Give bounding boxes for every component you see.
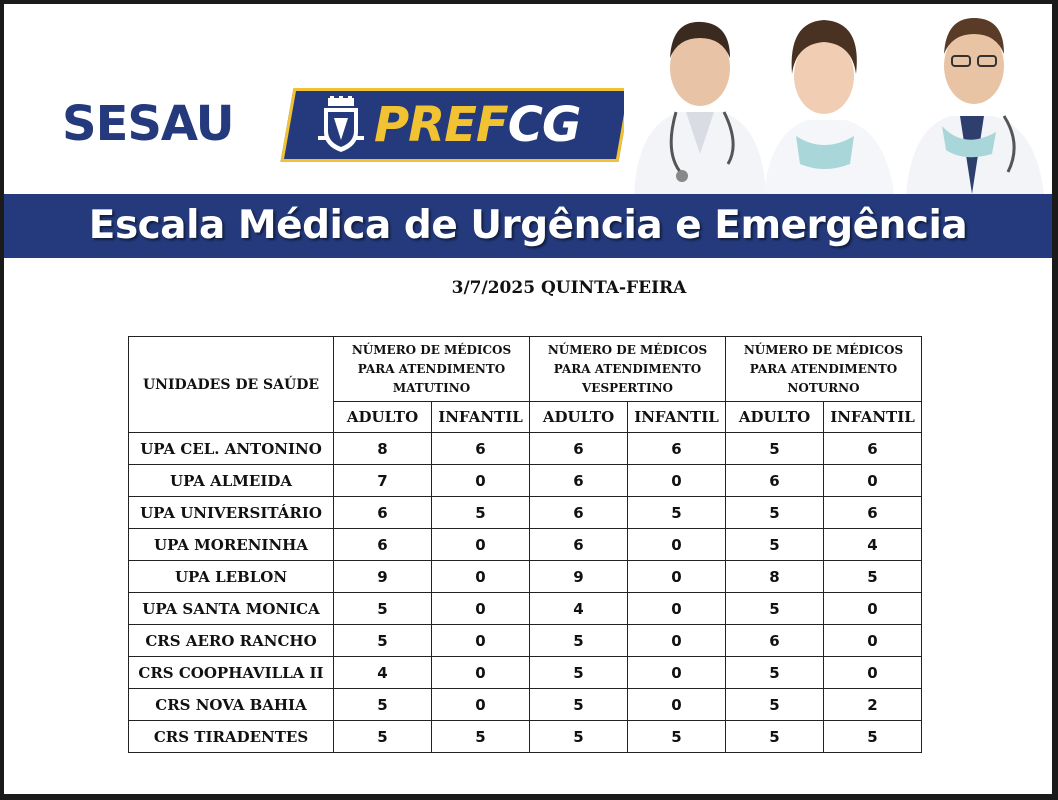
table-row bbox=[129, 497, 922, 529]
doctor-count: 6 bbox=[530, 465, 628, 497]
column-header-adult: ADULTO bbox=[334, 402, 432, 433]
doctor-count: 5 bbox=[334, 721, 432, 753]
doctor-count: 0 bbox=[824, 625, 922, 657]
doctor-count: 0 bbox=[628, 465, 726, 497]
doctor-count: 6 bbox=[334, 497, 432, 529]
doctor-count: 6 bbox=[726, 625, 824, 657]
unit-name: CRS AERO RANCHO bbox=[129, 625, 334, 657]
doctor-count: 5 bbox=[530, 689, 628, 721]
doctor-count: 0 bbox=[824, 465, 922, 497]
table-row bbox=[129, 465, 922, 497]
doctor-count: 0 bbox=[432, 561, 530, 593]
column-header-child: INFANTIL bbox=[432, 402, 530, 433]
doctor-count: 4 bbox=[530, 593, 628, 625]
prefcg-logo-text bbox=[374, 96, 580, 154]
doctor-count: 5 bbox=[726, 529, 824, 561]
unit-name: UPA MORENINHA bbox=[129, 529, 334, 561]
doctor-count: 6 bbox=[824, 433, 922, 465]
column-header-child: INFANTIL bbox=[824, 402, 922, 433]
doctor-count: 6 bbox=[530, 497, 628, 529]
doctor-count: 0 bbox=[628, 657, 726, 689]
page-title: Escala Médica de Urgência e Emergência bbox=[88, 203, 968, 248]
doctor-count: 5 bbox=[726, 657, 824, 689]
doctor-count: 6 bbox=[530, 433, 628, 465]
table-row bbox=[129, 561, 922, 593]
doctor-count: 0 bbox=[628, 529, 726, 561]
doctor-count: 5 bbox=[628, 721, 726, 753]
doctor-count: 5 bbox=[432, 497, 530, 529]
table-row bbox=[129, 433, 922, 465]
doctor-count: 5 bbox=[726, 689, 824, 721]
doctor-count: 5 bbox=[628, 497, 726, 529]
doctor-count: 4 bbox=[824, 529, 922, 561]
prefcg-logo-suffix: CG bbox=[507, 97, 581, 153]
night-group-header: NÚMERO DE MÉDICOS PARA ATENDIMENTO NOTURNO bbox=[726, 337, 922, 402]
doctor-count: 5 bbox=[334, 625, 432, 657]
doctor-count: 8 bbox=[726, 561, 824, 593]
doctor-count: 0 bbox=[432, 593, 530, 625]
unit-name: CRS COOPHAVILLA II bbox=[129, 657, 334, 689]
doctor-count: 6 bbox=[726, 465, 824, 497]
doctor-count: 0 bbox=[432, 625, 530, 657]
morning-group-header: NÚMERO DE MÉDICOS PARA ATENDIMENTO MATUTINO bbox=[334, 337, 530, 402]
poster bbox=[4, 4, 1052, 794]
doctor-count: 6 bbox=[628, 433, 726, 465]
doctor-count: 0 bbox=[628, 625, 726, 657]
doctor-count: 0 bbox=[628, 593, 726, 625]
table-row bbox=[129, 721, 922, 753]
doctor-count: 2 bbox=[824, 689, 922, 721]
date-label: 3/7/2025 QUINTA-FEIRA bbox=[451, 278, 687, 298]
doctor-count: 5 bbox=[824, 561, 922, 593]
doctor-count: 5 bbox=[726, 593, 824, 625]
units-column-header: UNIDADES DE SAÚDE bbox=[129, 337, 334, 433]
column-header-child: INFANTIL bbox=[628, 402, 726, 433]
column-header-adult: ADULTO bbox=[726, 402, 824, 433]
doctor-count: 5 bbox=[530, 625, 628, 657]
doctor-count: 0 bbox=[628, 689, 726, 721]
doctor-count: 5 bbox=[530, 721, 628, 753]
prefcg-logo-prefix: PREF bbox=[374, 97, 508, 153]
doctor-count: 0 bbox=[628, 561, 726, 593]
unit-name: CRS TIRADENTES bbox=[129, 721, 334, 753]
doctor-count: 0 bbox=[432, 529, 530, 561]
doctor-count: 5 bbox=[726, 497, 824, 529]
unit-name: UPA SANTA MONICA bbox=[129, 593, 334, 625]
doctor-count: 0 bbox=[824, 593, 922, 625]
sesau-logo: SESAU bbox=[62, 96, 234, 152]
doctor-count: 4 bbox=[334, 657, 432, 689]
unit-name: CRS NOVA BAHIA bbox=[129, 689, 334, 721]
doctor-count: 0 bbox=[432, 465, 530, 497]
unit-name: UPA CEL. ANTONINO bbox=[129, 433, 334, 465]
doctor-count: 5 bbox=[334, 689, 432, 721]
doctor-count: 5 bbox=[334, 593, 432, 625]
doctor-count: 5 bbox=[726, 433, 824, 465]
doctor-count: 0 bbox=[432, 689, 530, 721]
doctor-count: 5 bbox=[432, 721, 530, 753]
table-row bbox=[129, 625, 922, 657]
table-row bbox=[129, 689, 922, 721]
table-row bbox=[129, 657, 922, 689]
doctors-photo bbox=[624, 4, 1052, 194]
schedule-table bbox=[128, 336, 922, 753]
doctor-count: 8 bbox=[334, 433, 432, 465]
unit-name: UPA UNIVERSITÁRIO bbox=[129, 497, 334, 529]
table-row bbox=[129, 593, 922, 625]
unit-name: UPA ALMEIDA bbox=[129, 465, 334, 497]
doctor-count: 6 bbox=[334, 529, 432, 561]
doctor-count: 7 bbox=[334, 465, 432, 497]
doctor-count: 0 bbox=[432, 657, 530, 689]
unit-name: UPA LEBLON bbox=[129, 561, 334, 593]
doctor-count: 6 bbox=[530, 529, 628, 561]
doctor-count: 5 bbox=[726, 721, 824, 753]
doctor-count: 9 bbox=[530, 561, 628, 593]
city-coat-of-arms-icon bbox=[316, 96, 366, 154]
doctor-count: 0 bbox=[824, 657, 922, 689]
column-header-adult: ADULTO bbox=[530, 402, 628, 433]
doctor-count: 5 bbox=[824, 721, 922, 753]
doctor-count: 6 bbox=[432, 433, 530, 465]
doctor-count: 5 bbox=[530, 657, 628, 689]
doctor-count: 6 bbox=[824, 497, 922, 529]
doctor-count: 9 bbox=[334, 561, 432, 593]
table-row bbox=[129, 529, 922, 561]
afternoon-group-header: NÚMERO DE MÉDICOS PARA ATENDIMENTO VESPERTINO bbox=[530, 337, 726, 402]
